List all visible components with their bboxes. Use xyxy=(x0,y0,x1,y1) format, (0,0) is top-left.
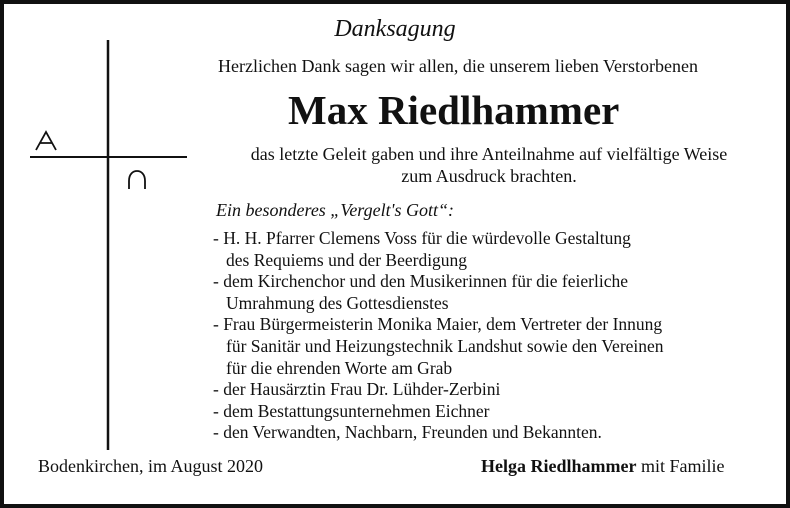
signature-name: Helga Riedlhammer xyxy=(481,456,637,476)
omega-icon xyxy=(129,171,145,189)
condolence-text xyxy=(220,143,758,187)
signature xyxy=(481,456,724,477)
thanks-list xyxy=(213,228,664,444)
thanks-title: Ein besonderes „Vergelt's Gott“: xyxy=(216,200,454,220)
condolence-line: das letzte Geleit gaben und ihre Anteilnahme auf vielfältige Weise xyxy=(250,144,728,164)
thanks-line: - H. H. Pfarrer Clemens Voss für die würdevolle Gestaltung xyxy=(213,228,631,248)
signature-suffix: mit Familie xyxy=(636,456,725,476)
thanks-line: Umrahmung des Gottesdienstes xyxy=(226,292,449,313)
condolence-line: zum Ausdruck brachten. xyxy=(401,166,577,186)
thanks-line: - dem Bestattungsunternehmen Eichner xyxy=(213,400,490,421)
thanks-line: des Requiems und der Beerdigung xyxy=(226,249,468,270)
thanks-line: - dem Kirchenchor und den Musikerinnen für die feierliche xyxy=(213,271,628,292)
cross-alpha-omega-icon xyxy=(30,40,200,450)
intro-text: Herzlichen Dank sagen wir allen, die unserem lieben Verstorbenen xyxy=(218,56,698,76)
deceased-name: Max Riedlhammer xyxy=(288,87,620,133)
heading-danksagung: Danksagung xyxy=(334,16,456,42)
alpha-icon xyxy=(36,132,56,150)
thanks-line: - Frau Bürgermeisterin Monika Maier, dem Vertreter der Innung xyxy=(213,314,663,335)
thanks-line: - den Verwandten, Nachbarn, Freunden und Bekannten. xyxy=(213,422,602,443)
place-date: Bodenkirchen, im August 2020 xyxy=(38,456,263,476)
thanks-line: für Sanitär und Heizungstechnik Landshut sowie den Vereinen xyxy=(226,335,664,356)
thanks-line: - der Hausärztin Frau Dr. Lühder-Zerbini xyxy=(213,379,501,400)
thanks-line: für die ehrenden Worte am Grab xyxy=(226,357,453,378)
